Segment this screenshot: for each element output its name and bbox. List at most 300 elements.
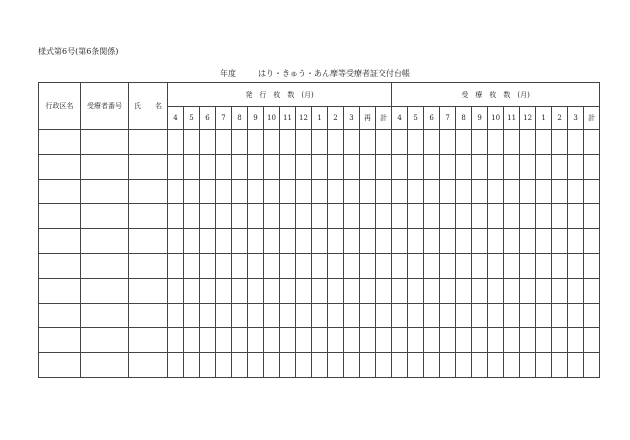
table-cell [296, 154, 312, 179]
table-cell [344, 179, 360, 204]
table-cell [232, 253, 248, 278]
table-cell [376, 130, 392, 155]
treated-month-7: 10 [488, 107, 504, 130]
document-title [0, 68, 630, 79]
table-cell [248, 303, 264, 328]
table-cell [520, 130, 536, 155]
table-cell [408, 353, 424, 378]
table-cell [536, 179, 552, 204]
table-cell [568, 154, 584, 179]
table-cell [584, 204, 600, 229]
table-cell [81, 154, 129, 179]
table-cell [39, 253, 81, 278]
table-cell [248, 179, 264, 204]
issued-month-13: 再 [360, 107, 376, 130]
table-cell [488, 278, 504, 303]
table-cell [408, 154, 424, 179]
table-cell [232, 278, 248, 303]
table-cell [504, 253, 520, 278]
table-cell [504, 179, 520, 204]
table-cell [520, 229, 536, 254]
treated-month-4: 7 [440, 107, 456, 130]
issued-month-12: 3 [344, 107, 360, 130]
table-cell [488, 204, 504, 229]
table-cell [536, 278, 552, 303]
table-cell [488, 154, 504, 179]
table-cell [184, 179, 200, 204]
table-cell [312, 204, 328, 229]
table-cell [264, 353, 280, 378]
table-cell [328, 328, 344, 353]
table-cell [200, 278, 216, 303]
table-cell [504, 353, 520, 378]
table-cell [296, 229, 312, 254]
table-cell [312, 328, 328, 353]
table-cell [39, 130, 81, 155]
table-cell [360, 229, 376, 254]
table-cell [248, 204, 264, 229]
table-cell [168, 328, 184, 353]
table-cell [280, 229, 296, 254]
table-cell [328, 229, 344, 254]
issued-month-8: 11 [280, 107, 296, 130]
table-cell [168, 154, 184, 179]
table-cell [81, 353, 129, 378]
table-cell [248, 130, 264, 155]
table-cell [39, 353, 81, 378]
table-cell [392, 130, 408, 155]
table-cell [424, 130, 440, 155]
table-cell [296, 353, 312, 378]
header-name-part2: 名 [155, 102, 162, 110]
table-cell [584, 253, 600, 278]
table-cell [129, 278, 168, 303]
table-cell [328, 303, 344, 328]
table-cell [376, 154, 392, 179]
table-cell [232, 229, 248, 254]
table-cell [520, 278, 536, 303]
table-cell [264, 204, 280, 229]
table-cell [424, 229, 440, 254]
table-cell [328, 130, 344, 155]
table-row [39, 303, 600, 328]
table-cell [584, 130, 600, 155]
table-cell [504, 303, 520, 328]
header-issued-count: 発 行 枚 数 (月) [168, 83, 392, 107]
table-cell [280, 154, 296, 179]
table-cell [392, 154, 408, 179]
table-cell [248, 353, 264, 378]
table-cell [216, 229, 232, 254]
header-district: 行政区名 [39, 83, 81, 130]
table-cell [264, 278, 280, 303]
table-cell [440, 328, 456, 353]
table-cell [81, 303, 129, 328]
table-cell [440, 303, 456, 328]
table-cell [280, 278, 296, 303]
treated-month-12: 3 [568, 107, 584, 130]
table-cell [424, 253, 440, 278]
table-cell [216, 303, 232, 328]
table-cell [440, 154, 456, 179]
table-cell [360, 130, 376, 155]
table-cell [440, 179, 456, 204]
table-cell [129, 154, 168, 179]
table-cell [392, 353, 408, 378]
table-cell [344, 229, 360, 254]
table-cell [456, 328, 472, 353]
treated-month-1: 4 [392, 107, 408, 130]
table-cell [184, 130, 200, 155]
table-cell [376, 278, 392, 303]
table-cell [264, 303, 280, 328]
table-cell [264, 179, 280, 204]
table-cell [360, 204, 376, 229]
table-cell [424, 303, 440, 328]
table-cell [408, 179, 424, 204]
table-cell [536, 204, 552, 229]
table-cell [584, 353, 600, 378]
table-cell [200, 154, 216, 179]
table-cell [536, 303, 552, 328]
table-cell [312, 278, 328, 303]
table-cell [264, 229, 280, 254]
table-cell [312, 154, 328, 179]
table-cell [39, 328, 81, 353]
table-cell [200, 328, 216, 353]
table-cell [248, 278, 264, 303]
issued-month-6: 9 [248, 107, 264, 130]
table-cell [280, 253, 296, 278]
table-cell [81, 179, 129, 204]
treated-month-6: 9 [472, 107, 488, 130]
table-cell [248, 253, 264, 278]
table-cell [376, 179, 392, 204]
table-cell [488, 130, 504, 155]
table-cell [216, 278, 232, 303]
table-cell [488, 328, 504, 353]
table-cell [536, 130, 552, 155]
table-cell [81, 229, 129, 254]
table-cell [472, 204, 488, 229]
table-cell [504, 130, 520, 155]
table-cell [184, 353, 200, 378]
table-cell [280, 130, 296, 155]
table-cell [184, 154, 200, 179]
table-cell [408, 278, 424, 303]
table-cell [440, 278, 456, 303]
table-cell [200, 253, 216, 278]
table-row [39, 278, 600, 303]
table-cell [81, 253, 129, 278]
table-cell [312, 303, 328, 328]
table-cell [392, 303, 408, 328]
table-cell [472, 328, 488, 353]
table-cell [536, 328, 552, 353]
table-cell [184, 303, 200, 328]
table-cell [504, 278, 520, 303]
table-cell [472, 179, 488, 204]
table-cell [216, 179, 232, 204]
table-cell [216, 353, 232, 378]
treated-month-9: 12 [520, 107, 536, 130]
table-cell [472, 154, 488, 179]
table-cell [360, 303, 376, 328]
table-row [39, 154, 600, 179]
table-cell [504, 229, 520, 254]
table-cell [296, 253, 312, 278]
table-cell [408, 204, 424, 229]
table-cell [360, 154, 376, 179]
table-cell [232, 154, 248, 179]
table-cell [296, 179, 312, 204]
table-cell [536, 154, 552, 179]
table-cell [520, 303, 536, 328]
table-cell [168, 303, 184, 328]
table-cell [584, 154, 600, 179]
table-row [39, 328, 600, 353]
table-cell [344, 204, 360, 229]
table-cell [344, 154, 360, 179]
table-cell [488, 303, 504, 328]
ledger-title: はり・きゅう・あん摩等受療者証交付台帳 [258, 69, 410, 78]
table-cell [232, 204, 248, 229]
table-cell [392, 204, 408, 229]
table-cell [312, 353, 328, 378]
issued-month-10: 1 [312, 107, 328, 130]
table-cell [39, 204, 81, 229]
table-cell [504, 328, 520, 353]
table-row [39, 204, 600, 229]
table-cell [472, 278, 488, 303]
table-cell [376, 303, 392, 328]
table-cell [81, 204, 129, 229]
table-cell [408, 130, 424, 155]
table-cell [584, 328, 600, 353]
table-cell [200, 353, 216, 378]
table-cell [248, 154, 264, 179]
treated-month-3: 6 [424, 107, 440, 130]
table-row [39, 179, 600, 204]
table-cell [200, 179, 216, 204]
table-cell [424, 154, 440, 179]
table-cell [39, 303, 81, 328]
issued-month-5: 8 [232, 107, 248, 130]
table-cell [129, 253, 168, 278]
issued-month-9: 12 [296, 107, 312, 130]
table-cell [392, 229, 408, 254]
table-cell [296, 130, 312, 155]
table-cell [424, 278, 440, 303]
table-cell [408, 229, 424, 254]
table-cell [264, 328, 280, 353]
table-cell [312, 179, 328, 204]
table-cell [392, 179, 408, 204]
table-row [39, 353, 600, 378]
header-recipient-number: 受療者番号 [81, 83, 129, 130]
table-cell [520, 179, 536, 204]
table-cell [456, 130, 472, 155]
table-cell [184, 278, 200, 303]
table-cell [296, 204, 312, 229]
table-cell [296, 303, 312, 328]
table-cell [184, 253, 200, 278]
table-cell [129, 328, 168, 353]
table-cell [312, 229, 328, 254]
table-cell [552, 130, 568, 155]
table-cell [536, 229, 552, 254]
treated-month-10: 1 [536, 107, 552, 130]
table-cell [129, 130, 168, 155]
table-cell [440, 229, 456, 254]
table-cell [568, 204, 584, 229]
table-cell [568, 303, 584, 328]
table-cell [472, 253, 488, 278]
table-cell [552, 179, 568, 204]
table-cell [360, 353, 376, 378]
table-cell [296, 328, 312, 353]
issued-month-14: 計 [376, 107, 392, 130]
table-cell [184, 328, 200, 353]
table-cell [424, 353, 440, 378]
table-cell [264, 154, 280, 179]
table-cell [408, 253, 424, 278]
table-cell [184, 204, 200, 229]
table-cell [568, 130, 584, 155]
table-cell [472, 130, 488, 155]
table-cell [440, 130, 456, 155]
table-cell [584, 278, 600, 303]
table-cell [264, 253, 280, 278]
table-cell [440, 253, 456, 278]
table-cell [376, 328, 392, 353]
issued-month-1: 4 [168, 107, 184, 130]
table-cell [376, 204, 392, 229]
table-cell [129, 229, 168, 254]
table-cell [232, 328, 248, 353]
table-cell [584, 179, 600, 204]
table-cell [296, 278, 312, 303]
table-cell [424, 204, 440, 229]
table-cell [129, 204, 168, 229]
header-name [129, 83, 168, 130]
table-cell [456, 278, 472, 303]
issued-month-3: 6 [200, 107, 216, 130]
table-cell [584, 229, 600, 254]
table-cell [168, 278, 184, 303]
table-cell [376, 353, 392, 378]
table-cell [456, 303, 472, 328]
table-cell [360, 278, 376, 303]
table-cell [488, 353, 504, 378]
table-cell [200, 204, 216, 229]
table-row [39, 229, 600, 254]
table-cell [552, 204, 568, 229]
table-cell [344, 328, 360, 353]
table-cell [552, 303, 568, 328]
table-cell [536, 353, 552, 378]
table-cell [129, 303, 168, 328]
treated-month-8: 11 [504, 107, 520, 130]
table-cell [360, 253, 376, 278]
table-cell [568, 328, 584, 353]
table-cell [216, 154, 232, 179]
table-cell [360, 179, 376, 204]
table-cell [232, 179, 248, 204]
table-cell [232, 303, 248, 328]
table-cell [584, 303, 600, 328]
table-cell [216, 253, 232, 278]
year-label: 年度 [220, 69, 236, 78]
table-cell [232, 353, 248, 378]
table-cell [568, 253, 584, 278]
treated-month-11: 2 [552, 107, 568, 130]
table-cell [344, 130, 360, 155]
table-cell [392, 253, 408, 278]
table-cell [552, 353, 568, 378]
table-cell [568, 278, 584, 303]
issued-month-11: 2 [328, 107, 344, 130]
table-cell [280, 303, 296, 328]
table-cell [344, 353, 360, 378]
table-cell [168, 253, 184, 278]
table-cell [472, 303, 488, 328]
treated-month-13: 計 [584, 107, 600, 130]
table-cell [168, 179, 184, 204]
issued-month-7: 10 [264, 107, 280, 130]
table-cell [536, 253, 552, 278]
header-row-1 [39, 83, 600, 107]
table-cell [328, 253, 344, 278]
table-cell [264, 130, 280, 155]
table-cell [360, 328, 376, 353]
table-cell [81, 328, 129, 353]
table-cell [552, 154, 568, 179]
header-name-part1: 氏 [134, 102, 141, 110]
table-cell [129, 353, 168, 378]
table-cell [408, 328, 424, 353]
table-cell [376, 253, 392, 278]
table-cell [504, 154, 520, 179]
table-cell [168, 353, 184, 378]
table-cell [440, 353, 456, 378]
table-cell [232, 130, 248, 155]
ledger-table [38, 82, 600, 378]
table-cell [248, 328, 264, 353]
table-cell [312, 253, 328, 278]
table-cell [81, 278, 129, 303]
table-cell [248, 229, 264, 254]
treated-month-5: 8 [456, 107, 472, 130]
table-cell [488, 253, 504, 278]
table-cell [39, 278, 81, 303]
ledger-body [39, 130, 600, 378]
table-cell [472, 353, 488, 378]
table-cell [520, 204, 536, 229]
table-cell [408, 303, 424, 328]
table-cell [216, 328, 232, 353]
table-cell [39, 154, 81, 179]
table-row [39, 253, 600, 278]
table-cell [520, 328, 536, 353]
table-cell [568, 229, 584, 254]
table-cell [520, 253, 536, 278]
table-cell [552, 229, 568, 254]
table-cell [424, 328, 440, 353]
table-cell [472, 229, 488, 254]
table-cell [456, 229, 472, 254]
table-cell [129, 179, 168, 204]
